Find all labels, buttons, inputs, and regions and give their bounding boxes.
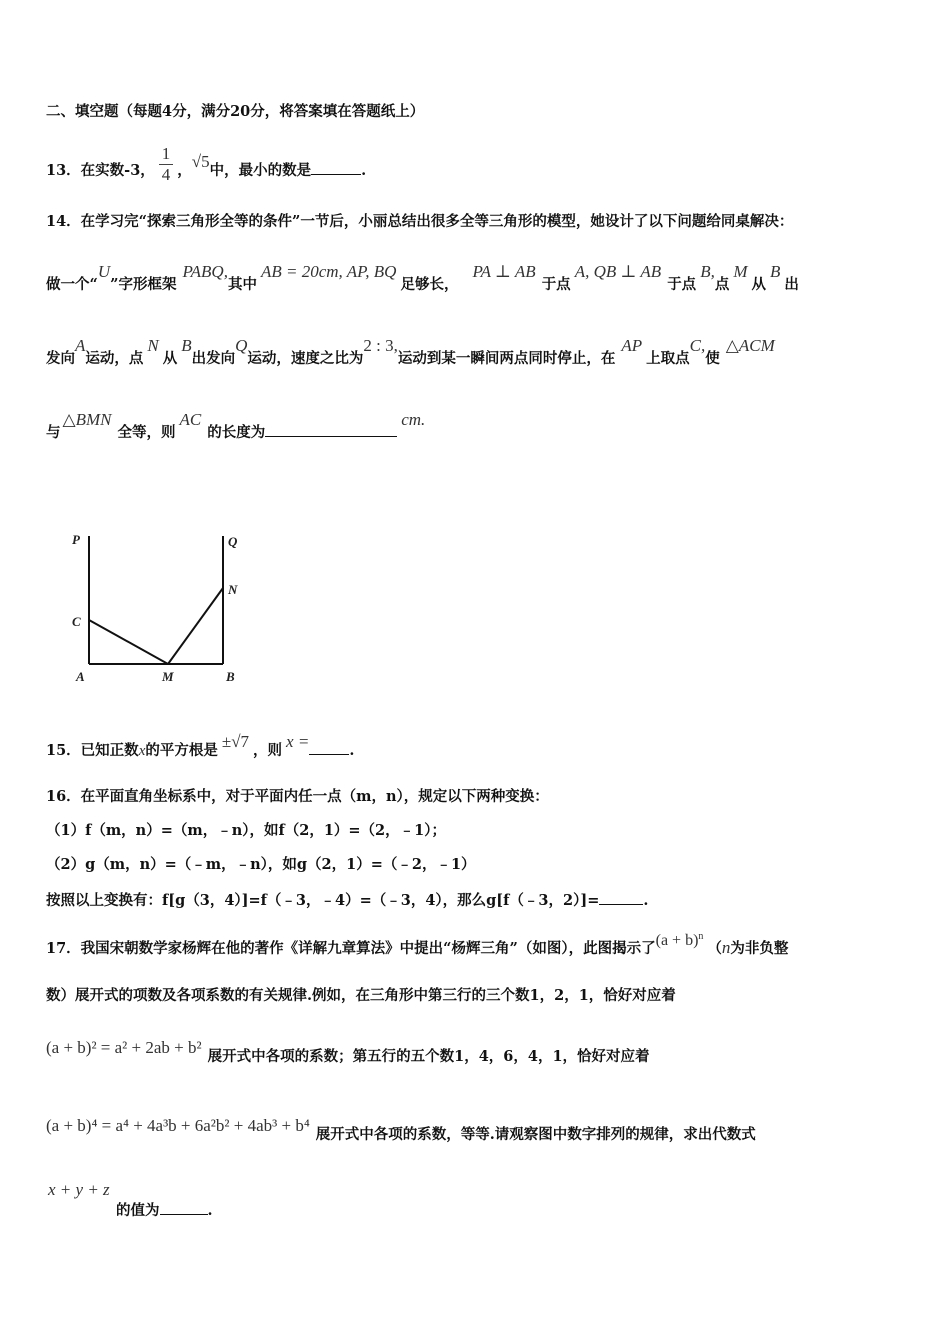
q14-text: 于点 bbox=[541, 276, 571, 293]
question-16-line-1: 16．在平面直角坐标系中，对于平面内任一点（m，n），规定以下两种变换： bbox=[46, 788, 549, 805]
question-17-line-3 bbox=[46, 1038, 650, 1067]
q14-text: 发向 bbox=[46, 350, 75, 367]
answer-blank-16[interactable] bbox=[599, 890, 643, 905]
math-x-equals: x = bbox=[286, 732, 310, 751]
math-a-plus-b-pow-n bbox=[656, 927, 704, 951]
fraction-denominator: 4 bbox=[161, 165, 171, 184]
math-triangle-bmn: △BMN bbox=[62, 410, 112, 429]
question-17-line-4 bbox=[46, 1116, 756, 1145]
q15-text: 的平方根是 bbox=[145, 742, 218, 759]
math-x: x bbox=[138, 743, 146, 759]
q16-text: 按照以上变换有：f[g（3，4）]=f（﹣3，﹣4）=（﹣3，4），那么g[f（﹣3，2）]= bbox=[46, 892, 600, 909]
q17-text: 展开式中各项的系数；第五行的五个数1，4，6，4，1，恰好对应着 bbox=[207, 1048, 650, 1065]
segment-mn bbox=[168, 588, 223, 664]
question-16-line-2: （1）f（m，n）=（m，﹣n），如f（2，1）=（2，﹣1）； bbox=[46, 822, 446, 839]
question-13 bbox=[46, 144, 367, 191]
question-14-line-1: 14．在学习完“探索三角形全等的条件”一节后，小丽总结出很多全等三角形的模型，她设计了以下问题给同桌解决： bbox=[46, 213, 794, 230]
label-n: N bbox=[228, 582, 238, 597]
q14-text: 的长度为 bbox=[207, 424, 266, 441]
answer-blank-13[interactable] bbox=[311, 160, 361, 175]
math-qb-perp-ab: A, QB ⊥ AB bbox=[574, 262, 662, 281]
question-14-line-4 bbox=[46, 410, 426, 443]
math-pa-perp-ab: PA ⊥ AB bbox=[472, 262, 536, 281]
q14-text: 运动，点 bbox=[85, 350, 144, 367]
answer-blank-14[interactable] bbox=[265, 422, 397, 437]
question-16-line-4 bbox=[46, 890, 648, 911]
fraction-one-quarter bbox=[159, 144, 174, 185]
q13-prefix: 13．在实数-3， bbox=[46, 161, 155, 179]
math-m: M bbox=[733, 262, 748, 281]
math-b: B bbox=[770, 262, 781, 281]
fraction-numerator: 1 bbox=[159, 144, 174, 165]
question-15 bbox=[46, 732, 355, 761]
q15-text: ，则 bbox=[253, 742, 283, 759]
q14-text: 全等，则 bbox=[117, 424, 176, 441]
q16-end: . bbox=[643, 892, 649, 909]
q14-text: 出发向 bbox=[191, 350, 236, 367]
q15-text: 15．已知正数 bbox=[46, 742, 139, 759]
exponent-n: n bbox=[698, 931, 704, 942]
math-cm-unit: cm. bbox=[401, 410, 426, 429]
q14-text: 运动，速度之比为 bbox=[247, 350, 364, 367]
segment-cm bbox=[89, 620, 168, 664]
u-frame-figure bbox=[66, 526, 256, 686]
sqrt-five: √5 bbox=[191, 151, 210, 171]
math-ab-length: AB = 20cm, AP, BQ bbox=[260, 262, 397, 281]
q14-text: 从 bbox=[751, 276, 766, 293]
math-n: N bbox=[147, 336, 159, 355]
math-b: B, bbox=[700, 262, 715, 281]
math-n: n bbox=[721, 938, 731, 958]
label-p: P bbox=[72, 532, 80, 547]
math-a: A bbox=[75, 336, 86, 355]
q14-text: 其中 bbox=[227, 276, 257, 293]
question-14-line-3 bbox=[46, 336, 775, 369]
q14-text: 上取点 bbox=[646, 350, 690, 367]
section-title: 二、填空题（每题4分，满分20分，将答案填在答题纸上） bbox=[46, 103, 425, 120]
q13-separator: ， bbox=[177, 161, 192, 179]
q14-text: 运动到某一瞬间两点同时停止，在 bbox=[397, 350, 616, 367]
math-plus-minus-sqrt7: ±√7 bbox=[221, 732, 250, 751]
q14-text: 出 bbox=[784, 276, 799, 293]
math-u: U bbox=[97, 262, 111, 281]
question-17-line-5 bbox=[46, 1180, 213, 1221]
math-b: B bbox=[181, 336, 192, 355]
answer-blank-15[interactable] bbox=[309, 740, 349, 755]
math-c: C, bbox=[689, 336, 706, 355]
q17-text: 17．我国宋朝数学家杨辉在他的著作《详解九章算法》中提出“杨辉三角”（如图），此图揭示了 bbox=[46, 940, 656, 958]
q17-text: 展开式中各项的系数，等等.请观察图中数字排列的规律，求出代数式 bbox=[315, 1126, 756, 1143]
q14-text: 从 bbox=[162, 350, 178, 367]
math-pabq: PABQ, bbox=[182, 262, 228, 281]
q14-text: 使 bbox=[705, 350, 720, 367]
q17-text: 为非负整 bbox=[730, 940, 789, 958]
question-17-line-1 bbox=[46, 931, 789, 959]
math-ratio: 2 : 3, bbox=[363, 336, 398, 355]
label-m: M bbox=[162, 669, 174, 684]
q13-suffix: 中，最小的数是 bbox=[209, 161, 312, 179]
answer-blank-17[interactable] bbox=[160, 1200, 208, 1215]
label-q: Q bbox=[228, 534, 238, 549]
label-b: B bbox=[226, 669, 235, 684]
q14-text: 与 bbox=[46, 424, 61, 441]
math-expansion-fourth: (a + b)⁴ = a⁴ + 4a³b + 6a²b² + 4ab³ + b⁴ bbox=[46, 1116, 310, 1135]
q17-text: （ bbox=[707, 940, 722, 958]
q14-text: ”字形框架 bbox=[110, 276, 177, 293]
q14-text: 做一个“ bbox=[46, 276, 98, 293]
question-16-line-3: （2）g（m，n）=（﹣m，﹣n），如g（2，1）=（﹣2，﹣1） bbox=[46, 856, 476, 873]
math-q: Q bbox=[235, 336, 248, 355]
q14-text: 于点 bbox=[667, 276, 697, 293]
q17-end: . bbox=[207, 1202, 213, 1219]
q15-end: . bbox=[349, 742, 355, 759]
math-x-plus-y-plus-z: x + y + z bbox=[48, 1180, 110, 1199]
math-ap: AP bbox=[621, 336, 643, 355]
question-14-line-2 bbox=[46, 262, 799, 295]
q13-end: . bbox=[361, 161, 367, 179]
label-a: A bbox=[76, 669, 85, 684]
q14-text: 足够长， bbox=[400, 276, 459, 293]
math-expansion-square: (a + b)² = a² + 2ab + b² bbox=[46, 1038, 202, 1057]
math-triangle-acm: △ACM bbox=[725, 336, 775, 355]
q14-text: 点 bbox=[714, 276, 730, 293]
q17-text: 的值为 bbox=[116, 1202, 160, 1219]
question-17-line-2: 数）展开式的项数及各项系数的有关规律.例如，在三角形中第三行的三个数1，2，1，恰好对应着 bbox=[46, 987, 676, 1004]
math-a-plus-b: (a + b) bbox=[655, 932, 699, 950]
label-c: C bbox=[72, 614, 81, 629]
math-ac: AC bbox=[179, 410, 202, 429]
